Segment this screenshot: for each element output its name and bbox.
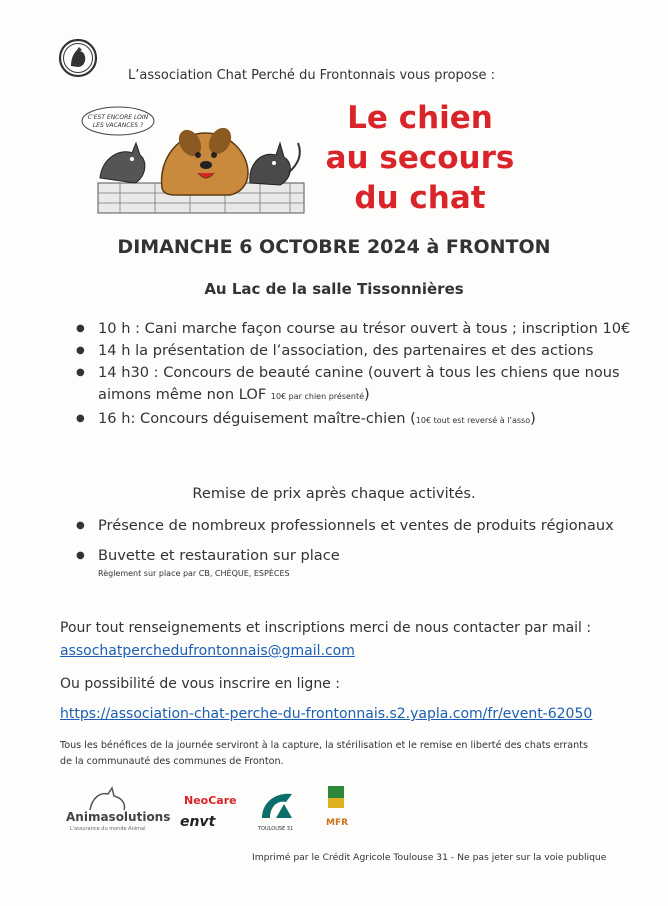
anima-tagline: L'assurance du monde Animal: [70, 826, 146, 832]
title-line-2: au secours: [325, 140, 515, 176]
benefits-text: Tous les bénéfices de la journée serviront à la capture, la stérilisation et le remise en liberté des chats errants de la communauté des communes de Fronton.: [60, 740, 588, 767]
program-list: [76, 318, 636, 432]
contact-text: Pour tout renseignements et inscriptions merci de nous contacter par mail :: [60, 620, 592, 636]
event-venue: Au Lac de la salle Tissonnières: [204, 280, 464, 298]
list-item: ● 14 h30 : Concours de beauté canine (ouvert à tous les chiens que nous aimons même non LOF 10€ par chien présenté): [76, 362, 636, 408]
list-item: ● 10 h : Cani marche façon course au trésor ouvert à tous ; inscription 10€: [76, 318, 636, 340]
sponsor-logos: [66, 784, 366, 840]
awards-text: Remise de prix après chaque activités.: [192, 485, 476, 502]
anima-logo-text: Animasolutions: [66, 810, 171, 824]
title-line-3: du chat: [354, 180, 486, 216]
association-logo-icon: [58, 38, 98, 78]
list-item: ● Présence de nombreux professionnels et ventes de produits régionaux: [76, 515, 636, 537]
credit-agricole-logo-icon: [258, 788, 298, 822]
event-date: DIMANCHE 6 OCTOBRE 2024 à FRONTON: [117, 236, 551, 258]
online-registration-text: Ou possibilité de vous inscrire en ligne :: [60, 676, 340, 692]
title-line-1: Le chien: [347, 100, 493, 136]
list-item: ● 14 h la présentation de l’association, des partenaires et des actions: [76, 340, 636, 362]
neocare-logo-text: NeoCare: [184, 794, 237, 807]
contact-email-link[interactable]: assochatperchedufrontonnais@gmail.com: [60, 643, 355, 659]
dog-and-cats-cartoon-icon: [80, 103, 306, 217]
mfr-logo-text: MFR: [326, 818, 349, 828]
svg-text:LES VACANCES ?: LES VACANCES ?: [92, 122, 144, 129]
extras-list: [76, 515, 636, 581]
mfr-logo-icon: [324, 784, 348, 818]
footer-text: Imprimé par le Crédit Agricole Toulouse 31 - Ne pas jeter sur la voie publique: [252, 852, 607, 863]
list-item: ● 16 h: Concours déguisement maître-chien (10€ tout est reversé à l’asso): [76, 408, 636, 432]
intro-text: L’association Chat Perché du Frontonnais vous propose :: [128, 68, 496, 83]
svg-text:C'EST ENCORE LOIN: C'EST ENCORE LOIN: [87, 114, 149, 121]
ca-label: TOULOUSE 31: [258, 826, 294, 832]
list-item: ● Buvette et restauration sur place Règlement sur place par CB, CHÈQUE, ESPÈCES: [76, 545, 636, 581]
envt-logo-text: envt: [180, 814, 216, 830]
registration-url-link[interactable]: https://association-chat-perche-du-frontonnais.s2.yapla.com/fr/event-62050: [60, 706, 593, 722]
